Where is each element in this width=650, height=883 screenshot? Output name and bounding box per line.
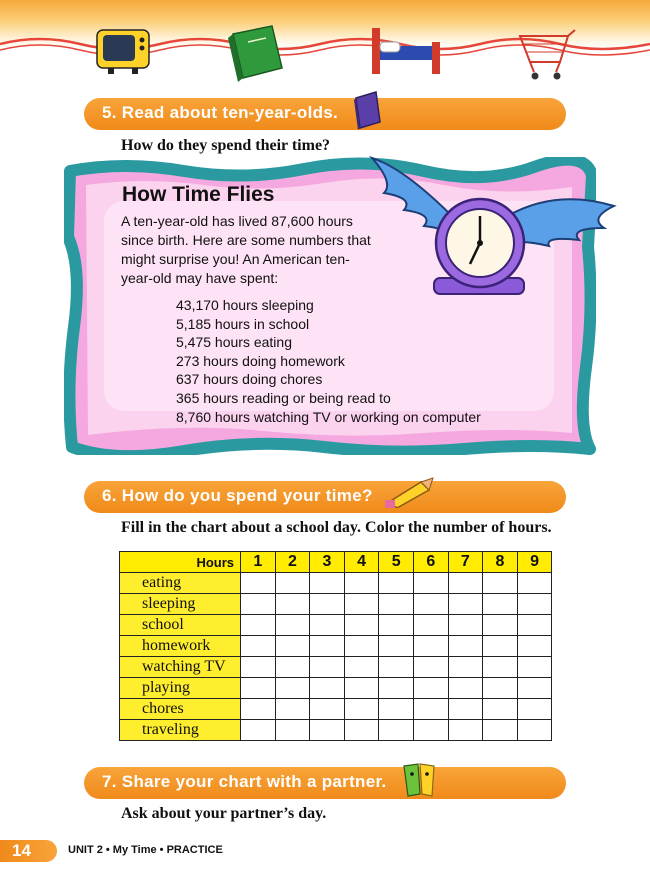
stat-item: 637 hours doing chores [176, 371, 323, 388]
hour-cell[interactable] [517, 615, 552, 636]
hour-column-header: 8 [483, 552, 518, 573]
talking-faces-icon [400, 760, 440, 798]
hour-cell[interactable] [448, 594, 483, 615]
hour-cell[interactable] [344, 636, 379, 657]
hour-column-header: 5 [379, 552, 414, 573]
chart-row [120, 657, 552, 678]
hour-cell[interactable] [413, 699, 448, 720]
hour-cell[interactable] [483, 678, 518, 699]
hour-cell[interactable] [483, 720, 518, 741]
hour-cell[interactable] [310, 720, 345, 741]
hour-cell[interactable] [379, 615, 414, 636]
hour-cell[interactable] [413, 720, 448, 741]
stat-item: 5,185 hours in school [176, 315, 310, 332]
hour-cell[interactable] [517, 573, 552, 594]
hour-cell[interactable] [413, 678, 448, 699]
hour-cell[interactable] [310, 615, 345, 636]
hour-column-header: 6 [413, 552, 448, 573]
hour-cell[interactable] [241, 636, 276, 657]
hour-cell[interactable] [344, 699, 379, 720]
hour-cell[interactable] [344, 573, 379, 594]
section-6-instruction: Fill in the chart about a school day. Color the number of hours. [121, 519, 552, 536]
stats-list [176, 296, 481, 426]
hour-cell[interactable] [310, 636, 345, 657]
section-7-instruction: Ask about your partner’s day. [121, 805, 327, 822]
tv-icon [97, 30, 149, 74]
activity-label: watching TV [120, 657, 241, 678]
hour-column-header: 7 [448, 552, 483, 573]
hour-cell[interactable] [448, 720, 483, 741]
hour-cell[interactable] [275, 573, 310, 594]
activity-label: chores [120, 699, 241, 720]
chart-body [120, 573, 552, 741]
hour-cell[interactable] [517, 594, 552, 615]
hour-column-header: 2 [275, 552, 310, 573]
hour-cell[interactable] [483, 636, 518, 657]
hour-column-header: 4 [344, 552, 379, 573]
hour-cell[interactable] [448, 636, 483, 657]
stat-item: 43,170 hours sleeping [176, 297, 314, 313]
hour-cell[interactable] [275, 615, 310, 636]
stat-item: 5,475 hours eating [176, 334, 292, 351]
bed-icon [372, 28, 440, 74]
hour-cell[interactable] [275, 594, 310, 615]
hour-cell[interactable] [379, 657, 414, 678]
hour-cell[interactable] [448, 678, 483, 699]
hour-cell[interactable] [517, 657, 552, 678]
hour-cell[interactable] [448, 657, 483, 678]
hour-cell[interactable] [241, 657, 276, 678]
hour-cell[interactable] [344, 657, 379, 678]
hour-cell[interactable] [241, 720, 276, 741]
section-6-title: 6. How do you spend your time? [102, 486, 373, 505]
section-7-header [84, 767, 566, 799]
hour-cell[interactable] [310, 657, 345, 678]
hour-cell[interactable] [483, 615, 518, 636]
winged-clock-illustration [364, 148, 629, 313]
hour-cell[interactable] [310, 678, 345, 699]
hour-cell[interactable] [483, 573, 518, 594]
stat-item: 365 hours reading or being read to [176, 389, 391, 406]
activity-label: eating [120, 573, 241, 594]
hour-cell[interactable] [413, 573, 448, 594]
hour-cell[interactable] [379, 699, 414, 720]
hour-cell[interactable] [275, 720, 310, 741]
footer-text: UNIT 2 • My Time • PRACTICE [68, 844, 223, 856]
section-7-title: 7. Share your chart with a partner. [102, 772, 387, 791]
chart-row [120, 678, 552, 699]
hour-cell[interactable] [379, 573, 414, 594]
hour-cell[interactable] [310, 594, 345, 615]
chart-row [120, 615, 552, 636]
hour-cell[interactable] [483, 699, 518, 720]
section-5-title: 5. Read about ten-year-olds. [102, 103, 339, 122]
section-6-header [84, 481, 566, 513]
hour-cell[interactable] [483, 657, 518, 678]
hour-cell[interactable] [379, 636, 414, 657]
story-intro: A ten-year-old has lived 87,600 hours since birth. Here are some numbers that might surprise you! An American ten-year-old may have spent: [121, 213, 371, 286]
chart-header-row [120, 552, 552, 573]
hour-cell[interactable] [241, 678, 276, 699]
hour-cell[interactable] [344, 615, 379, 636]
activity-label: sleeping [120, 594, 241, 615]
activity-label: playing [120, 678, 241, 699]
stat-item: 273 hours doing homework [176, 352, 345, 369]
hours-header: Hours [120, 552, 241, 573]
hour-cell[interactable] [241, 699, 276, 720]
hour-cell[interactable] [275, 657, 310, 678]
activity-label: traveling [120, 720, 241, 741]
hour-cell[interactable] [413, 615, 448, 636]
hour-cell[interactable] [483, 594, 518, 615]
hour-cell[interactable] [448, 573, 483, 594]
chart-row [120, 594, 552, 615]
header-icon-strip [0, 0, 650, 90]
hour-column-header: 3 [310, 552, 345, 573]
hour-cell[interactable] [517, 636, 552, 657]
hours-chart [119, 551, 552, 741]
chart-row [120, 636, 552, 657]
hour-cell[interactable] [344, 720, 379, 741]
hour-column-header: 9 [517, 552, 552, 573]
page-number: 14 [12, 841, 31, 860]
book-icon [352, 90, 382, 130]
hour-cell[interactable] [310, 699, 345, 720]
hour-cell[interactable] [241, 594, 276, 615]
shopping-cart-icon [520, 30, 575, 80]
hour-cell[interactable] [344, 594, 379, 615]
hour-cell[interactable] [275, 636, 310, 657]
hour-cell[interactable] [448, 615, 483, 636]
hour-cell[interactable] [517, 678, 552, 699]
hour-cell[interactable] [413, 594, 448, 615]
hour-cell[interactable] [517, 720, 552, 741]
hour-cell[interactable] [241, 573, 276, 594]
hour-cell[interactable] [275, 678, 310, 699]
hour-cell[interactable] [413, 636, 448, 657]
stat-item: 8,760 hours watching TV or working on computer [176, 408, 481, 425]
hour-cell[interactable] [379, 720, 414, 741]
pencil-icon [385, 474, 435, 508]
activity-label: homework [120, 636, 241, 657]
book-icon [228, 26, 282, 82]
hour-column-header: 1 [241, 552, 276, 573]
activity-label: school [120, 615, 241, 636]
hour-cell[interactable] [413, 657, 448, 678]
section-5-question: How do they spend their time? [121, 137, 331, 154]
hour-cell[interactable] [241, 615, 276, 636]
hour-cell[interactable] [310, 573, 345, 594]
hour-cell[interactable] [379, 678, 414, 699]
hour-cell[interactable] [517, 699, 552, 720]
hour-cell[interactable] [344, 678, 379, 699]
chart-row [120, 573, 552, 594]
page-number-badge [0, 840, 57, 862]
chart-row [120, 699, 552, 720]
story-title: How Time Flies [122, 183, 275, 206]
hour-cell[interactable] [275, 699, 310, 720]
chart-row [120, 720, 552, 741]
section-5-header [84, 98, 566, 130]
hour-cell[interactable] [379, 594, 414, 615]
hour-cell[interactable] [448, 699, 483, 720]
